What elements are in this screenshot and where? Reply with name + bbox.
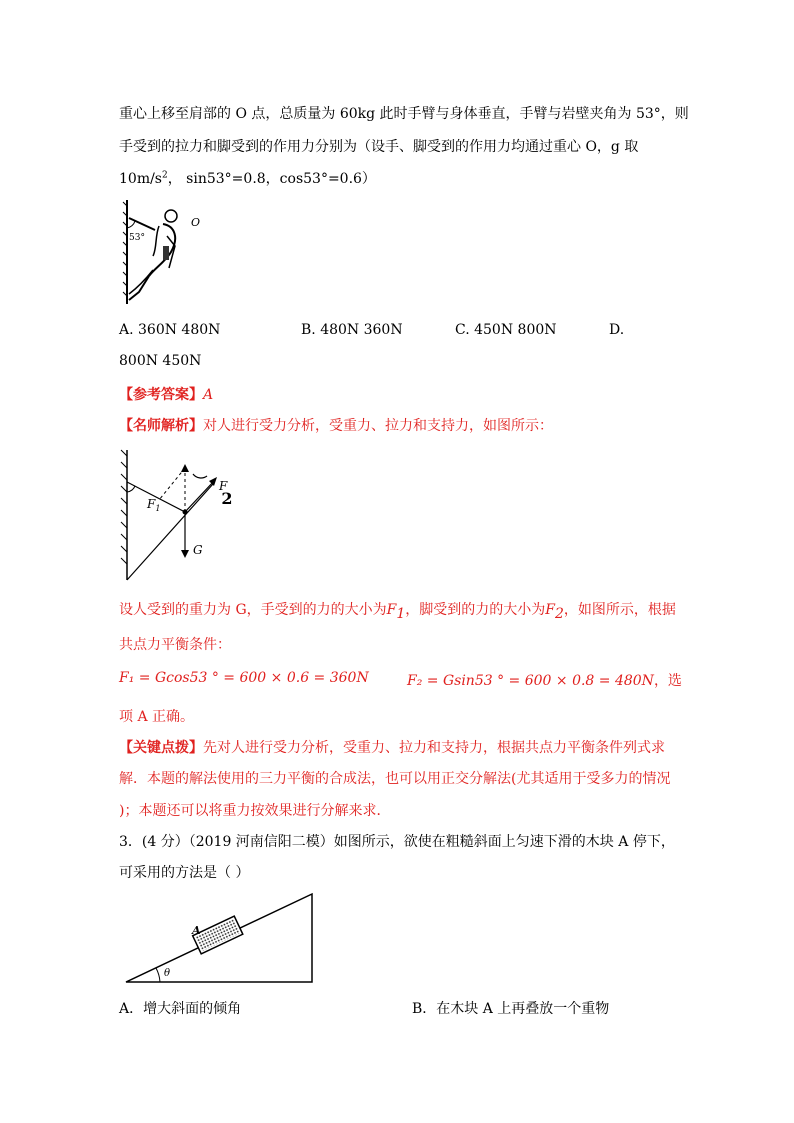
- climber-angle-label: 53°: [129, 233, 145, 243]
- equation-2-tail: ，选: [653, 673, 682, 689]
- f2-label: F 2: [219, 479, 233, 508]
- answer-line: [119, 384, 213, 404]
- climber-figure: [115, 196, 215, 308]
- derivation-f1-sub: 1: [396, 605, 406, 622]
- analysis-text: 对人进行受力分析，受重力、拉力和支持力，如图所示：: [203, 418, 553, 434]
- force-diagram: [115, 446, 250, 584]
- keypoint-line-2: 解．本题的解法使用的三力平衡的合成法，也可以用正交分解法(尤其适用于受多力的情况: [119, 771, 671, 787]
- g-label: G: [193, 543, 203, 557]
- derivation-line-1-b: ，脚受到的力的大小为: [405, 602, 546, 618]
- climber-point-label: O: [191, 216, 201, 229]
- equation-1: F₁ = Gcos53 ° = 600 × 0.6 = 360N: [119, 670, 369, 686]
- answer-label: 【参考答案】: [119, 387, 203, 403]
- analysis-label: 【名师解析】: [119, 418, 203, 434]
- f1-label: $F_1$: [147, 497, 161, 513]
- analysis-line: [119, 415, 553, 435]
- derivation-f2: F: [545, 602, 555, 618]
- derivation-line-1: [119, 599, 676, 622]
- derivation-line-4: 项 A 正确。: [119, 709, 195, 725]
- option-a: A. 360N 480N: [119, 322, 221, 338]
- block-label: A: [192, 924, 201, 937]
- q3-option-a: A．增大斜面的倾角: [119, 1001, 242, 1017]
- derivation-f2-sub: 2: [555, 605, 564, 622]
- keypoint-label: 【关键点拨】: [119, 740, 203, 756]
- intro-line-1: 重心上移至肩部的 O 点，总质量为 60kg 此时手臂与身体垂直，手臂与岩壁夹角为 53°，则: [119, 106, 689, 122]
- derivation-line-1-a: 设人受到的重力为 G，手受到的力的大小为: [119, 602, 387, 618]
- option-d-value: 800N 450N: [119, 353, 202, 369]
- equation-2-line: [407, 670, 682, 690]
- intro-line-3-b: ， sin53°=0.8，cos53°=0.6）: [167, 171, 376, 187]
- derivation-line-2: 共点力平衡条件：: [119, 637, 231, 653]
- question3-line-1: 3．(4 分）（2019 河南信阳二模）如图所示，欲使在粗糙斜面上匀速下滑的木块 A 停下，: [119, 834, 675, 850]
- keypoint-text-1: 先对人进行受力分析，受重力、拉力和支持力，根据共点力平衡条件列式求: [203, 740, 665, 756]
- answer-value: A: [203, 387, 214, 403]
- derivation-line-1-c: ，如图所示，根据: [563, 602, 676, 618]
- keypoint-line-1: [119, 737, 665, 757]
- equation-2: F₂ = Gsin53 ° = 600 × 0.8 = 480N: [407, 673, 654, 689]
- question3-line-2: 可采用的方法是（ ）: [119, 865, 250, 881]
- option-b: B. 480N 360N: [301, 322, 403, 338]
- option-d-label: D.: [609, 322, 625, 338]
- q3-option-b: B．在木块 A 上再叠放一个重物: [412, 1001, 610, 1017]
- derivation-f1: F: [386, 602, 397, 618]
- intro-line-3-sup: 2: [162, 170, 168, 181]
- intro-line-2: 手受到的拉力和脚受到的作用力分别为（设手、脚受到的作用力均通过重心 O，g 取: [119, 139, 639, 155]
- incline-figure: [120, 890, 320, 986]
- option-c: C. 450N 800N: [455, 322, 557, 338]
- intro-line-3: [119, 168, 376, 188]
- keypoint-line-3: )；本题还可以将重力按效果进行分解来求．: [119, 803, 391, 819]
- incline-angle-label: θ: [164, 968, 171, 979]
- intro-line-3-a: 10m/s: [119, 171, 162, 187]
